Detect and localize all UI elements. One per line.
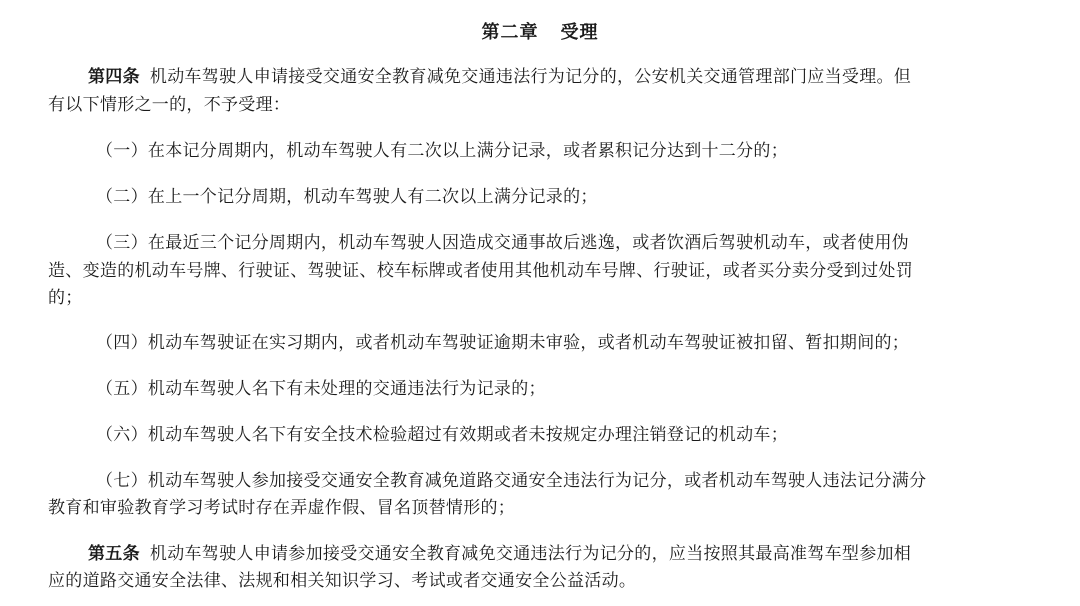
article-4-line-2 (0, 94, 1080, 116)
chapter-number: 第二章 (481, 22, 539, 43)
item-5-text: （五）机动车驾驶人名下有未处理的交通违法行为记录的； (96, 379, 546, 399)
article-4-line-1 (0, 66, 1080, 88)
article-5-text-1: 机动车驾驶人申请参加接受交通安全教育减免交通违法行为记分的，应当按照其最高准驾车型参加相 (149, 544, 912, 564)
item-6-line-1 (0, 424, 1080, 446)
chapter-title: 受理 (560, 22, 599, 43)
article-5-text-2: 应的道路交通安全法律、法规和相关知识学习、考试或者交通安全公益活动。 (48, 571, 637, 591)
item-2-text: （二）在上一个记分周期，机动车驾驶人有二次以上满分记录的； (96, 187, 598, 207)
item-5-line-1 (0, 378, 1080, 400)
item-4-line-1 (0, 332, 1080, 354)
article-4-text-2: 有以下情形之一的，不予受理： (48, 95, 291, 115)
item-3-text-3: 的； (48, 288, 83, 308)
article-4-label: 第四条 (88, 67, 140, 87)
item-3-line-2 (0, 260, 1080, 282)
item-6-text: （六）机动车驾驶人名下有安全技术检验超过有效期或者未按规定办理注销登记的机动车； (96, 425, 788, 445)
item-2-line-1 (0, 186, 1080, 208)
item-7-line-2 (0, 497, 1080, 519)
article-4-text-1: 机动车驾驶人申请接受交通安全教育减免交通违法行为记分的，公安机关交通管理部门应当受理。但 (149, 67, 912, 87)
article-5-line-1 (0, 543, 1080, 565)
item-3-text-2: 造、变造的机动车号牌、行驶证、驾驶证、校车标牌或者使用其他机动车号牌、行驶证，或者买分卖分受到过处罚 (48, 261, 913, 281)
item-1-line-1 (0, 140, 1080, 162)
item-1-text: （一）在本记分周期内，机动车驾驶人有二次以上满分记录，或者累积记分达到十二分的； (96, 141, 788, 161)
article-5-label: 第五条 (88, 544, 140, 564)
item-3-line-3 (0, 287, 1080, 309)
chapter-heading (0, 18, 1080, 44)
item-7-text-1: （七）机动车驾驶人参加接受交通安全教育减免道路交通安全违法行为记分，或者机动车驾驶人违法记分满分 (96, 471, 927, 491)
article-5-line-2 (0, 570, 1080, 592)
item-7-line-1 (0, 470, 1080, 492)
item-3-line-1 (0, 232, 1080, 254)
item-7-text-2: 教育和审验教育学习考试时存在弄虚作假、冒名顶替情形的； (48, 498, 516, 518)
item-4-text: （四）机动车驾驶证在实习期内，或者机动车驾驶证逾期未审验，或者机动车驾驶证被扣留、暂扣期间的； (96, 333, 910, 353)
item-3-text-1: （三）在最近三个记分周期内，机动车驾驶人因造成交通事故后逃逸，或者饮酒后驾驶机动车，或者使用伪 (96, 233, 910, 253)
